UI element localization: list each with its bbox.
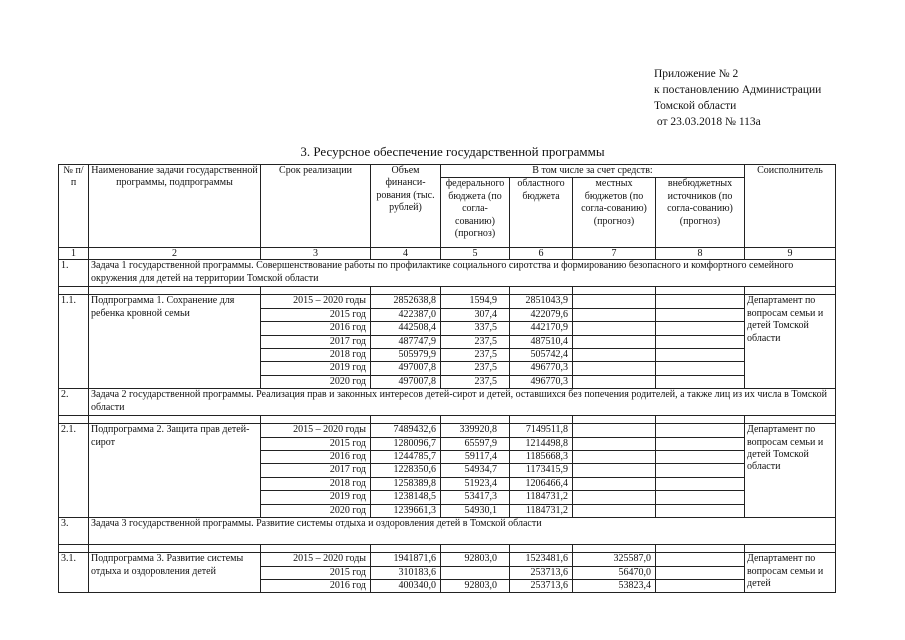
federal-cell: 92803,0: [441, 579, 510, 592]
regional-cell: 1214498,8: [510, 437, 573, 450]
extra-cell: [656, 451, 745, 464]
spacer-cell: [261, 545, 371, 553]
spacer-cell: [573, 545, 656, 553]
resource-table: [58, 164, 836, 593]
extra-cell: [656, 335, 745, 348]
local-cell: [573, 295, 656, 308]
spacer-cell: [441, 416, 510, 424]
spacer-row: [59, 545, 836, 553]
extra-cell: [656, 566, 745, 579]
task-row: [59, 518, 836, 545]
spacer-cell: [371, 545, 441, 553]
total-cell: 497007,8: [371, 375, 441, 388]
regional-cell: 253713,6: [510, 579, 573, 592]
local-cell: [573, 464, 656, 477]
spacer-cell: [745, 416, 836, 424]
spacer-cell: [510, 545, 573, 553]
federal-cell: 54930,1: [441, 504, 510, 517]
task-text: Задача 3 государственной программы. Развитие системы отдыха и оздоровления детей в Томской области: [89, 518, 836, 545]
period-cell: 2015 – 2020 годы: [261, 295, 371, 308]
local-cell: 56470,0: [573, 566, 656, 579]
task-number: 3.: [59, 518, 89, 545]
column-number: 9: [745, 248, 836, 260]
period-cell: 2016 год: [261, 451, 371, 464]
spacer-cell: [510, 287, 573, 295]
local-cell: [573, 451, 656, 464]
extra-cell: [656, 375, 745, 388]
task-text: Задача 1 государственной программы. Совершенствование работы по профилактике социального сиротства и формированию безопасного и комфортного семейного окружения для детей на территории Томской области: [89, 260, 836, 287]
extra-cell: [656, 295, 745, 308]
spacer-cell: [441, 287, 510, 295]
regional-cell: 1184731,2: [510, 504, 573, 517]
executor-cell: Департамент по вопросам семьи и детей Томской области: [745, 424, 836, 518]
local-cell: [573, 504, 656, 517]
spacer-cell: [656, 416, 745, 424]
total-cell: 2852638,8: [371, 295, 441, 308]
column-number: 6: [510, 248, 573, 260]
regional-cell: 253713,6: [510, 566, 573, 579]
spacer-cell: [59, 287, 89, 295]
period-cell: 2015 – 2020 годы: [261, 424, 371, 437]
spacer-cell: [573, 416, 656, 424]
local-cell: [573, 362, 656, 375]
table-row: [59, 424, 836, 437]
federal-cell: 53417,3: [441, 491, 510, 504]
period-cell: 2019 год: [261, 362, 371, 375]
regional-cell: 1173415,9: [510, 464, 573, 477]
total-cell: 1239661,3: [371, 504, 441, 517]
extra-cell: [656, 553, 745, 566]
appendix-line: к постановлению Администрации: [654, 84, 822, 96]
header-group: В том числе за счет средств:: [441, 165, 745, 178]
header-number: № п/п: [59, 165, 89, 248]
column-number: 7: [573, 248, 656, 260]
extra-cell: [656, 362, 745, 375]
task-text: Задача 2 государственной программы. Реализация прав и законных интересов детей-сирот и детей, оставшихся без попечения родителей, а также лиц из их числа в Томской области: [89, 389, 836, 416]
regional-cell: 7149511,8: [510, 424, 573, 437]
federal-cell: 237,5: [441, 362, 510, 375]
period-cell: 2015 – 2020 годы: [261, 553, 371, 566]
federal-cell: 337,5: [441, 322, 510, 335]
total-cell: 1228350,6: [371, 464, 441, 477]
regional-cell: 2851043,9: [510, 295, 573, 308]
spacer-cell: [441, 545, 510, 553]
local-cell: [573, 349, 656, 362]
federal-cell: 237,5: [441, 375, 510, 388]
regional-cell: 496770,3: [510, 362, 573, 375]
spacer-cell: [510, 416, 573, 424]
header-local: местных бюджетов (по согла-сованию) (прогноз): [573, 178, 656, 248]
task-number: 2.: [59, 389, 89, 416]
extra-cell: [656, 491, 745, 504]
extra-cell: [656, 464, 745, 477]
spacer-row: [59, 416, 836, 424]
spacer-cell: [371, 287, 441, 295]
local-cell: [573, 308, 656, 321]
total-cell: 310183,6: [371, 566, 441, 579]
regional-cell: 496770,3: [510, 375, 573, 388]
spacer-cell: [371, 416, 441, 424]
federal-cell: 1594,9: [441, 295, 510, 308]
spacer-cell: [656, 287, 745, 295]
period-cell: 2018 год: [261, 477, 371, 490]
spacer-cell: [261, 416, 371, 424]
spacer-cell: [656, 545, 745, 553]
executor-cell: Департамент по вопросам семьи и детей Томской области: [745, 295, 836, 389]
spacer-cell: [89, 416, 261, 424]
federal-cell: 92803,0: [441, 553, 510, 566]
extra-cell: [656, 349, 745, 362]
column-numbers-row: [59, 248, 836, 260]
total-cell: 1238148,5: [371, 491, 441, 504]
period-cell: 2019 год: [261, 491, 371, 504]
federal-cell: [441, 566, 510, 579]
spacer-cell: [59, 545, 89, 553]
total-cell: 505979,9: [371, 349, 441, 362]
period-cell: 2018 год: [261, 349, 371, 362]
spacer-cell: [59, 416, 89, 424]
table-row: [59, 295, 836, 308]
federal-cell: 59117,4: [441, 451, 510, 464]
local-cell: 53823,4: [573, 579, 656, 592]
federal-cell: 237,5: [441, 335, 510, 348]
total-cell: 7489432,6: [371, 424, 441, 437]
period-cell: 2016 год: [261, 322, 371, 335]
period-cell: 2020 год: [261, 375, 371, 388]
spacer-cell: [261, 287, 371, 295]
local-cell: [573, 424, 656, 437]
regional-cell: 422079,6: [510, 308, 573, 321]
extra-cell: [656, 308, 745, 321]
spacer-cell: [573, 287, 656, 295]
regional-cell: 1206466,4: [510, 477, 573, 490]
regional-cell: 1523481,6: [510, 553, 573, 566]
period-cell: 2015 год: [261, 566, 371, 579]
total-cell: 497007,8: [371, 362, 441, 375]
appendix-line: от 23.03.2018 № 113а: [654, 116, 761, 128]
period-cell: 2015 год: [261, 437, 371, 450]
appendix-block: [654, 66, 821, 130]
appendix-line: Приложение № 2: [654, 68, 739, 80]
table-row: [59, 553, 836, 566]
federal-cell: 339920,8: [441, 424, 510, 437]
period-cell: 2017 год: [261, 335, 371, 348]
header-regional: областного бюджета: [510, 178, 573, 248]
federal-cell: 237,5: [441, 349, 510, 362]
period-cell: 2016 год: [261, 579, 371, 592]
total-cell: 1258389,8: [371, 477, 441, 490]
extra-cell: [656, 322, 745, 335]
extra-cell: [656, 504, 745, 517]
document-title: 3. Ресурсное обеспечение государственной программы: [300, 144, 605, 159]
federal-cell: 65597,9: [441, 437, 510, 450]
spacer-cell: [89, 545, 261, 553]
column-number: 1: [59, 248, 89, 260]
subprogram-name: Подпрограмма 2. Защита прав детей-сирот: [89, 424, 261, 518]
spacer-row: [59, 287, 836, 295]
extra-cell: [656, 579, 745, 592]
total-cell: 422387,0: [371, 308, 441, 321]
column-number: 4: [371, 248, 441, 260]
regional-cell: 487510,4: [510, 335, 573, 348]
total-cell: 1280096,7: [371, 437, 441, 450]
local-cell: [573, 477, 656, 490]
subprogram-number: 1.1.: [59, 295, 89, 389]
period-cell: 2017 год: [261, 464, 371, 477]
total-cell: 1941871,6: [371, 553, 441, 566]
local-cell: 325587,0: [573, 553, 656, 566]
period-cell: 2020 год: [261, 504, 371, 517]
column-number: 2: [89, 248, 261, 260]
total-cell: 487747,9: [371, 335, 441, 348]
local-cell: [573, 437, 656, 450]
header-executor: Соисполнитель: [745, 165, 836, 248]
header-period: Срок реализации: [261, 165, 371, 248]
header-extra: внебюджетных источников (по согла-сованию) (прогноз): [656, 178, 745, 248]
extra-cell: [656, 477, 745, 490]
executor-cell: Департамент по вопросам семьи и детей: [745, 553, 836, 593]
regional-cell: 442170,9: [510, 322, 573, 335]
task-row: [59, 389, 836, 416]
task-row: [59, 260, 836, 287]
local-cell: [573, 335, 656, 348]
federal-cell: 54934,7: [441, 464, 510, 477]
total-cell: 400340,0: [371, 579, 441, 592]
federal-cell: 51923,4: [441, 477, 510, 490]
task-number: 1.: [59, 260, 89, 287]
local-cell: [573, 491, 656, 504]
subprogram-name: Подпрограмма 3. Развитие системы отдыха и оздоровления детей: [89, 553, 261, 593]
column-number: 3: [261, 248, 371, 260]
header-total: Объем финанси-рования (тыс. рублей): [371, 165, 441, 248]
total-cell: 1244785,7: [371, 451, 441, 464]
regional-cell: 1184731,2: [510, 491, 573, 504]
column-number: 8: [656, 248, 745, 260]
subprogram-number: 3.1.: [59, 553, 89, 593]
header-federal: федерального бюджета (по согла-сованию) (прогноз): [441, 178, 510, 248]
local-cell: [573, 375, 656, 388]
federal-cell: 307,4: [441, 308, 510, 321]
total-cell: 442508,4: [371, 322, 441, 335]
subprogram-name: Подпрограмма 1. Сохранение для ребенка кровной семьи: [89, 295, 261, 389]
header-name: Наименование задачи государственной программы, подпрограммы: [89, 165, 261, 248]
period-cell: 2015 год: [261, 308, 371, 321]
spacer-cell: [745, 287, 836, 295]
regional-cell: 505742,4: [510, 349, 573, 362]
spacer-cell: [745, 545, 836, 553]
local-cell: [573, 322, 656, 335]
column-number: 5: [441, 248, 510, 260]
spacer-cell: [89, 287, 261, 295]
appendix-line: Томской области: [654, 100, 737, 112]
extra-cell: [656, 437, 745, 450]
regional-cell: 1185668,3: [510, 451, 573, 464]
extra-cell: [656, 424, 745, 437]
subprogram-number: 2.1.: [59, 424, 89, 518]
